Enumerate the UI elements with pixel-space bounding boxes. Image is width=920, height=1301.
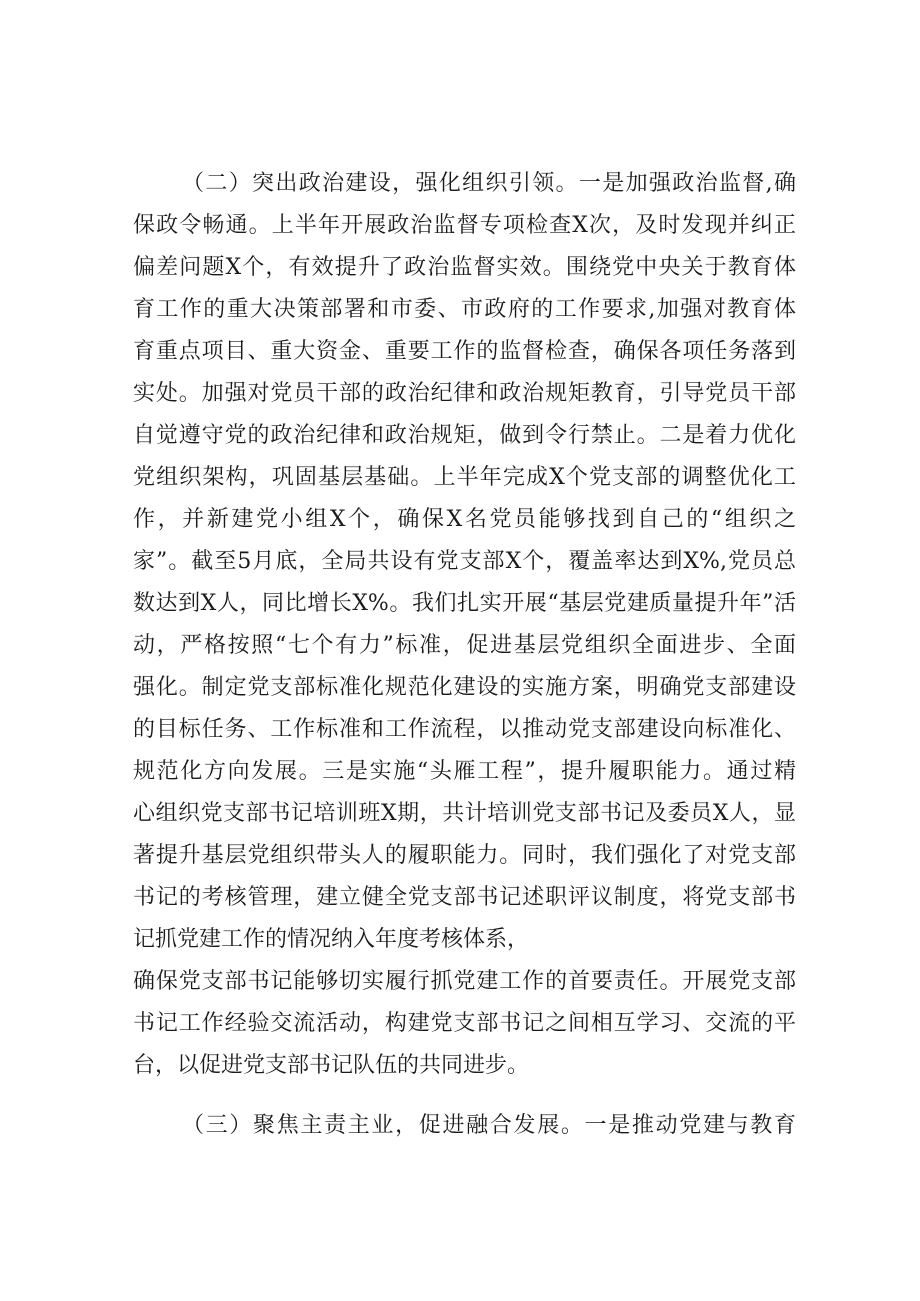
paragraph-2-line-6: 实处。加强对党员干部的政治纪律和政治规矩教育，引导党员干部 xyxy=(133,381,796,406)
paragraph-2-line-12: 动，严格按照“七个有力”标准，促进基层党组织全面进步、全面 xyxy=(133,633,796,658)
paragraph-2-line-15: 规范化方向发展。三是实施“头雁工程”，提升履职能力。通过精 xyxy=(133,759,796,784)
paragraph-2-line-18: 书记的考核管理，建立健全党支部书记述职评议制度，将党支部书 xyxy=(133,885,796,910)
paragraph-3-line-1: （三）聚焦主责主业，促进融合发展。一是推动党建与教育 xyxy=(182,1113,796,1138)
paragraph-2-line-4: 育工作的重大决策部署和市委、市政府的工作要求,加强对教育体 xyxy=(133,297,796,322)
paragraph-2-line-22: 台，以促进党支部书记队伍的共同进步。 xyxy=(133,1053,530,1078)
paragraph-2-line-7: 自觉遵守党的政治纪律和政治规矩，做到令行禁止。二是着力优化 xyxy=(133,423,796,448)
paragraph-2-line-8: 党组织架构，巩固基层基础。上半年完成X个党支部的调整优化工 xyxy=(133,465,796,490)
paragraph-2-line-17: 著提升基层党组织带头人的履职能力。同时，我们强化了对党支部 xyxy=(133,843,796,868)
paragraph-2-line-9: 作，并新建党小组X个，确保X名党员能够找到自己的“组织之 xyxy=(133,507,796,532)
paragraph-2-line-20: 确保党支部书记能够切实履行抓党建工作的首要责任。开展党支部 xyxy=(133,969,796,994)
paragraph-2-line-10: 家”。截至5月底，全局共设有党支部X个，覆盖率达到X%,党员总 xyxy=(133,549,796,574)
paragraph-2-line-13: 强化。制定党支部标准化规范化建设的实施方案，明确党支部建设 xyxy=(133,675,796,700)
paragraph-2-line-16: 心组织党支部书记培训班X期，共计培训党支部书记及委员X人，显 xyxy=(133,801,796,826)
paragraph-2-line-11: 数达到X人，同比增长X%。我们扎实开展“基层党建质量提升年”活 xyxy=(133,591,796,616)
paragraph-2-line-5: 育重点项目、重大资金、重要工作的监督检查，确保各项任务落到 xyxy=(133,339,796,364)
paragraph-2-line-2: 保政令畅通。上半年开展政治监督专项检查X次，及时发现并纠正 xyxy=(133,213,796,238)
paragraph-2-line-14: 的目标任务、工作标准和工作流程，以推动党支部建设向标准化、 xyxy=(133,717,796,742)
paragraph-2-line-1: （二）突出政治建设，强化组织引领。一是加强政治监督,确 xyxy=(182,171,796,196)
paragraph-2-line-19: 记抓党建工作的情况纳入年度考核体系， xyxy=(133,927,530,952)
paragraph-2-line-21: 书记工作经验交流活动，构建党支部书记之间相互学习、交流的平 xyxy=(133,1011,796,1036)
paragraph-2-line-3: 偏差问题X个，有效提升了政治监督实效。围绕党中央关于教育体 xyxy=(133,255,796,280)
